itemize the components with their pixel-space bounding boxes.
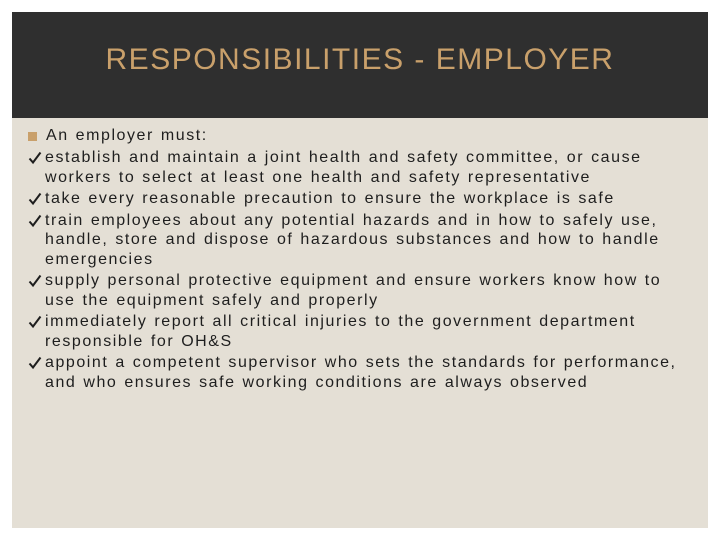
sub-bullet-text: appoint a competent supervisor who sets the standards for performance, and who ensures safe working conditions are always observed <box>45 354 677 391</box>
title-bar <box>12 12 708 118</box>
square-bullet-icon <box>28 132 37 141</box>
sub-bullet <box>28 211 698 270</box>
main-bullet-text: An employer must: <box>46 127 208 144</box>
sub-bullet <box>28 312 698 351</box>
sub-bullet <box>28 189 698 209</box>
sub-bullet-text: train employees about any potential hazards and in how to safely use, handle, store and dispose of hazardous substances and how to handle emergencies <box>45 211 660 268</box>
checkmark-icon <box>28 274 42 288</box>
checkmark-icon <box>28 356 42 370</box>
sub-bullet <box>28 353 698 392</box>
sub-bullet <box>28 148 698 187</box>
checkmark-icon <box>28 151 42 165</box>
sub-bullet <box>28 271 698 310</box>
checkmark-icon <box>28 315 42 329</box>
bullet-list <box>28 126 698 392</box>
checkmark-icon <box>28 214 42 228</box>
sub-bullet-text: establish and maintain a joint health and safety committee, or cause workers to select at least one health and safety representative <box>45 149 642 186</box>
checkmark-icon <box>28 192 42 206</box>
sub-bullet-list <box>28 148 698 392</box>
main-bullet <box>28 126 698 146</box>
sub-bullet-text: supply personal protective equipment and ensure workers know how to use the equipment safely and properly <box>45 272 662 309</box>
sub-bullet-text: take every reasonable precaution to ensure the workplace is safe <box>45 190 615 207</box>
slide-title: RESPONSIBILITIES - EMPLOYER <box>105 43 615 76</box>
sub-bullet-text: immediately report all critical injuries to the government department responsible for OH&S <box>45 313 636 350</box>
